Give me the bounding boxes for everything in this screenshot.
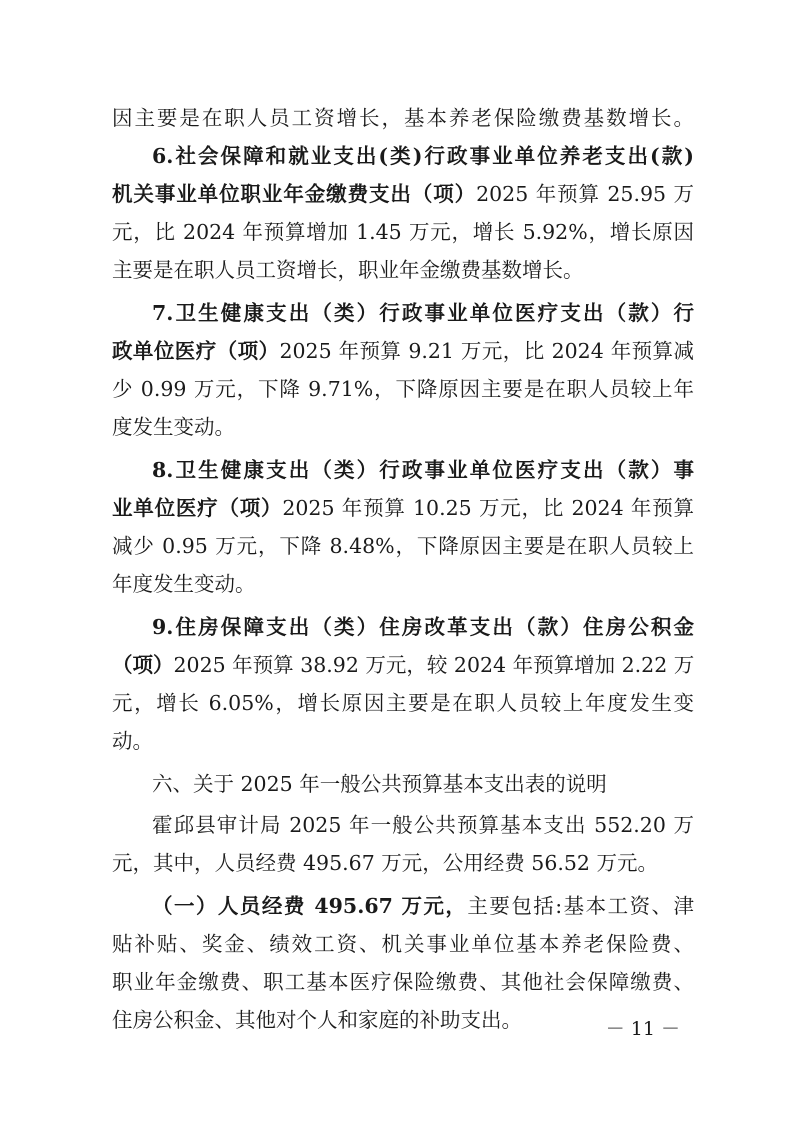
paragraph-line [112,647,694,683]
item-8-heading-text: 业单位医疗（项） [112,496,283,520]
item-7-body: 2025 年预算 9.21 万元，比 2024 年预算减 [279,339,694,363]
paragraph-line: 贴补贴、奖金、绩效工资、机关事业单位基本养老保险费、 [112,932,694,956]
paragraph-line: 元，比 2024 年预算增加 1.45 万元，增长 5.92%，增长原因 [112,220,694,244]
item-7-heading-text: 7.卫生健康支出（类）行政事业单位医疗支出（款）行 [152,301,694,325]
paragraph-line [152,888,694,924]
paragraph-line: 年度发生变动。 [112,572,256,596]
item-6-body: 2025 年预算 25.95 万 [476,182,694,206]
paragraph-line [112,490,694,526]
paragraph-line: 主要是在职人员工资增长，职业年金缴费基数增长。 [112,258,584,282]
paragraph-line: 动。 [112,729,153,753]
personnel-expenses-body: 主要包括:基本工资、津 [467,894,694,918]
paragraph-line: 少 0.99 万元，下降 9.71%，下降原因主要是在职人员较上年 [112,377,694,401]
paragraph-line: 元，其中，人员经费 495.67 万元，公用经费 56.52 万元。 [112,851,658,875]
paragraph-line [112,176,694,212]
item-9-heading [152,609,694,645]
item-9-body: 2025 年预算 38.92 万元，较 2024 年预算增加 2.22 万 [173,653,694,677]
item-6-heading [152,138,694,174]
item-7-heading [152,295,694,331]
item-9-heading-text: 9.住房保障支出（类）住房改革支出（款）住房公积金 [152,615,694,639]
item-8-heading-text: 8.卫生健康支出（类）行政事业单位医疗支出（款）事 [152,458,694,482]
item-8-heading [152,452,694,488]
item-6-heading-text: 机关事业单位职业年金缴费支出（项） [112,182,477,206]
item-8-body: 2025 年预算 10.25 万元，比 2024 年预算 [282,496,694,520]
paragraph-line: 元，增长 6.05%，增长原因主要是在职人员较上年度发生变 [112,691,694,715]
personnel-expenses-heading: （一）人员经费 495.67 万元， [152,894,468,918]
section-heading: 六、关于 2025 年一般公共预算基本支出表的说明 [152,772,607,796]
item-9-heading-text: （项） [112,653,174,677]
paragraph-line [112,333,694,369]
item-7-heading-text: 政单位医疗（项） [112,339,280,363]
item-6-heading-text: 6.社会保障和就业支出(类)行政事业单位养老支出(款) [152,144,694,168]
paragraph-line: 因主要是在职人员工资增长，基本养老保险缴费基数增长。 [112,106,694,130]
paragraph-line: 住房公积金、其他对个人和家庭的补助支出。 [112,1008,522,1032]
paragraph-line: 霍邱县审计局 2025 年一般公共预算基本支出 552.20 万 [152,813,694,837]
page-number: － 11 － [605,1018,680,1040]
paragraph-line: 度发生变动。 [112,415,235,439]
paragraph-line: 职业年金缴费、职工基本医疗保险缴费、其他社会保障缴费、 [112,970,694,994]
paragraph-line: 减少 0.95 万元，下降 8.48%，下降原因主要是在职人员较上 [112,534,694,558]
